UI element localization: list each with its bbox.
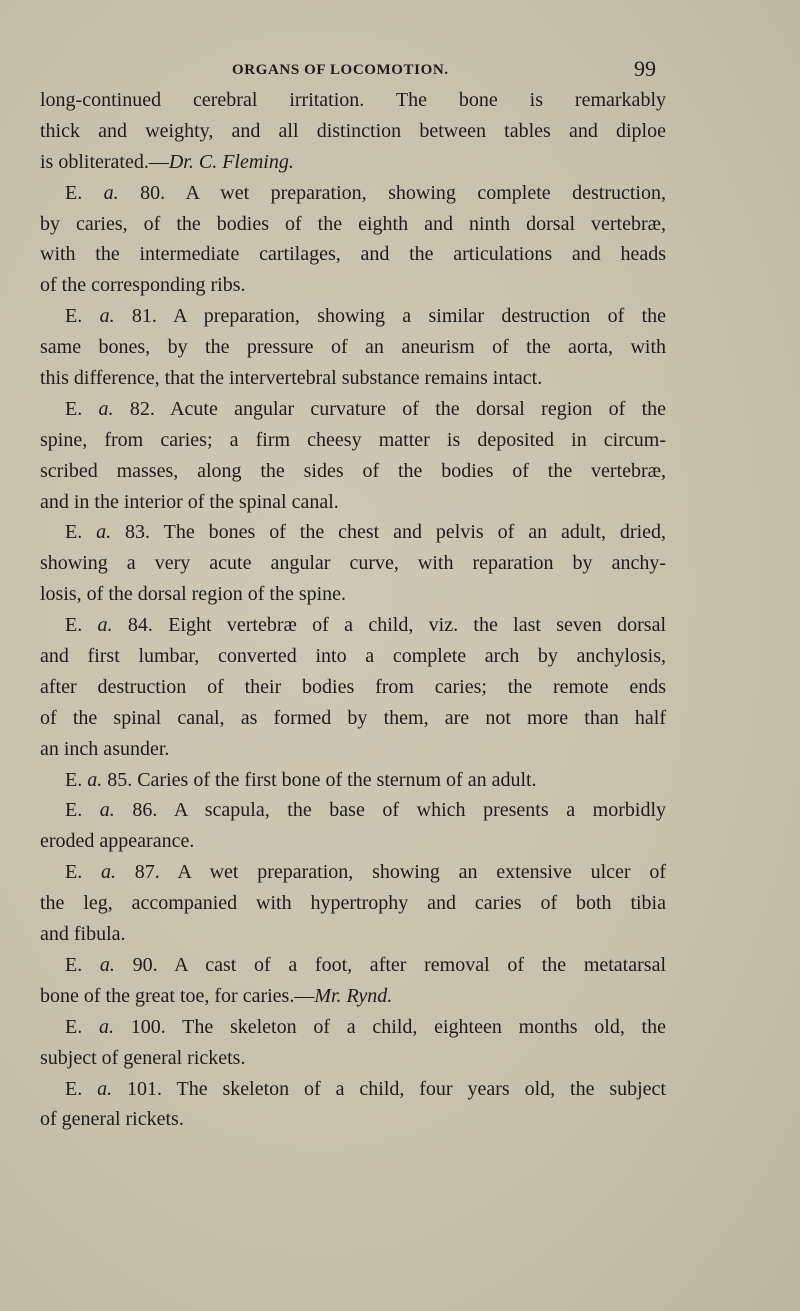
text-segment: E. [65, 305, 100, 328]
italic-text: a. [99, 953, 115, 976]
italic-text: Dr. C. Fleming. [168, 150, 294, 173]
text-line [40, 1012, 666, 1043]
catalogue-entry [40, 85, 666, 178]
text-segment: an inch asunder. [40, 737, 170, 760]
text-segment: the leg, accompanied with hypertrophy and caries of both tibia [40, 892, 666, 915]
page-number: 99 [634, 56, 656, 81]
text-segment: of general rickets. [40, 1108, 184, 1131]
text-segment: spine, from caries; a firm cheesy matter is deposited in circum- [40, 428, 666, 451]
text-line [40, 857, 666, 888]
text-line [40, 950, 666, 981]
catalogue-entry [40, 950, 666, 1012]
italic-text: a. [87, 768, 103, 791]
text-segment: bone of the great toe, for caries.— [40, 984, 315, 1007]
text-segment: eroded appearance. [40, 830, 195, 853]
text-line [40, 239, 666, 270]
text-segment: E. [65, 521, 97, 544]
text-line [40, 1074, 666, 1105]
text-line [40, 209, 666, 240]
text-line [40, 178, 666, 209]
text-segment: showing a very acute angular curve, with reparation by anchy- [40, 552, 666, 575]
text-line [40, 1043, 666, 1074]
text-line [40, 981, 666, 1012]
text-line [40, 394, 666, 425]
text-segment: this difference, that the intervertebral substance remains intact. [40, 367, 543, 390]
text-segment: of the spinal canal, as formed by them, are not more than half [40, 706, 666, 729]
text-segment: 80. A wet preparation, showing complete destruction, [118, 181, 666, 204]
text-line [40, 610, 666, 641]
italic-text: Mr. Rynd. [314, 984, 393, 1007]
text-segment: E. [65, 1015, 99, 1038]
text-line [40, 332, 666, 363]
text-line [40, 888, 666, 919]
italic-text: a. [97, 614, 113, 637]
text-segment: 101. The skeleton of a child, four years old, the subject [112, 1077, 666, 1100]
catalogue-entry [40, 301, 666, 394]
text-segment: 83. The bones of the chest and pelvis of an adult, dried, [111, 521, 666, 544]
text-line [40, 301, 666, 332]
text-line [40, 517, 666, 548]
text-line [40, 487, 666, 518]
text-line [40, 85, 666, 116]
text-segment: by caries, of the bodies of the eighth and ninth dorsal vertebræ, [40, 212, 666, 235]
text-segment: E. [65, 181, 104, 204]
catalogue-entry [40, 394, 666, 518]
text-segment: is obliterated.— [40, 150, 169, 173]
text-segment: 85. Caries of the first bone of the sternum of an adult. [102, 768, 537, 791]
text-segment: E. [65, 1077, 98, 1100]
italic-text: a. [98, 397, 114, 420]
text-segment: same bones, by the pressure of an aneurism of the aorta, with [40, 336, 666, 359]
page-body [40, 85, 666, 1135]
text-segment: after destruction of their bodies from caries; the remote ends [40, 675, 666, 698]
text-line [40, 116, 666, 147]
text-segment: losis, of the dorsal region of the spine. [40, 583, 347, 606]
text-line [40, 795, 666, 826]
text-line [40, 826, 666, 857]
italic-text: a. [99, 799, 115, 822]
text-segment: E. [65, 768, 88, 791]
text-segment: scribed masses, along the sides of the bodies of the vertebræ, [40, 459, 666, 482]
text-segment: E. [65, 799, 100, 822]
text-segment: 90. A cast of a foot, after removal of the metatarsal [114, 953, 666, 976]
running-title: ORGANS OF LOCOMOTION. [232, 62, 449, 78]
text-segment: E. [65, 861, 101, 884]
italic-text: a. [96, 521, 112, 544]
text-segment: and first lumbar, converted into a complete arch by anchylosis, [40, 645, 666, 668]
text-segment: 84. Eight vertebræ of a child, viz. the last seven dorsal [112, 614, 666, 637]
catalogue-entry [40, 1074, 666, 1136]
text-line [40, 919, 666, 950]
text-line [40, 456, 666, 487]
text-line [40, 1104, 666, 1135]
catalogue-entry [40, 765, 666, 796]
text-segment: 82. Acute angular curvature of the dorsal region of the [113, 397, 667, 420]
catalogue-entry [40, 178, 666, 302]
text-segment: thick and weighty, and all distinction between tables and diploe [40, 119, 666, 142]
text-line [40, 548, 666, 579]
italic-text: a. [97, 1077, 113, 1100]
text-line [40, 270, 666, 301]
text-segment: 86. A scapula, the base of which presents a morbidly [114, 799, 666, 822]
text-segment: and fibula. [40, 923, 126, 946]
italic-text: a. [103, 181, 119, 204]
text-segment: 100. The skeleton of a child, eighteen months old, the [113, 1015, 666, 1038]
text-segment: E. [65, 397, 99, 420]
page-header [0, 58, 800, 82]
text-segment: subject of general rickets. [40, 1046, 246, 1069]
text-line [40, 734, 666, 765]
text-line [40, 641, 666, 672]
italic-text: a. [98, 1015, 114, 1038]
text-line [40, 765, 666, 796]
text-line [40, 363, 666, 394]
catalogue-entry [40, 857, 666, 950]
text-line [40, 147, 666, 178]
text-segment: long-continued cerebral irritation. The bone is remarkably [40, 89, 666, 111]
text-line [40, 579, 666, 610]
catalogue-entry [40, 1012, 666, 1074]
italic-text: a. [99, 305, 115, 328]
catalogue-entry [40, 517, 666, 610]
text-segment: with the intermediate cartilages, and the articulations and heads [40, 243, 666, 266]
catalogue-entry [40, 795, 666, 857]
italic-text: a. [101, 861, 116, 884]
text-segment: of the corresponding ribs. [40, 274, 246, 297]
text-segment: 81. A preparation, showing a similar destruction of the [114, 305, 667, 328]
catalogue-entry [40, 610, 666, 764]
text-segment: E. [65, 614, 98, 637]
text-segment: 87. A wet preparation, showing an extensive ulcer of [116, 861, 666, 884]
text-segment: E. [65, 953, 100, 976]
text-line [40, 425, 666, 456]
text-line [40, 672, 666, 703]
text-segment: and in the interior of the spinal canal. [40, 490, 339, 513]
text-line [40, 703, 666, 734]
